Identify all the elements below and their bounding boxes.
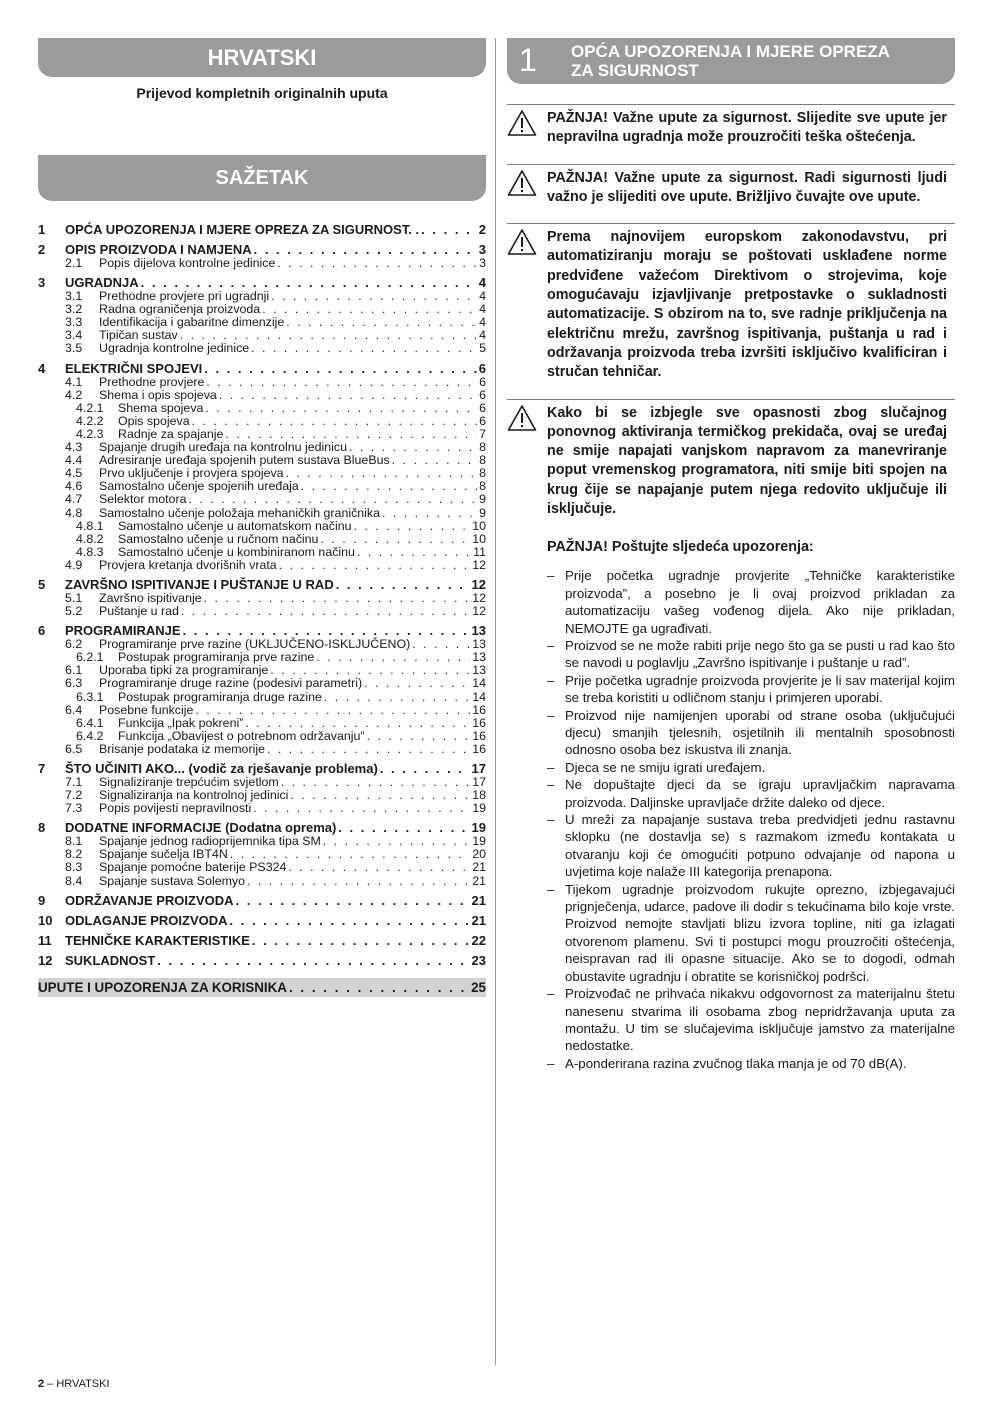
toc-entry[interactable]: 6.4 Posebne funkcije . . . 16 [38,704,486,717]
toc-entry[interactable]: 8.3 Spajanje pomoćne baterije PS324 . . . 21 [38,861,486,874]
section-number: 1 [519,42,537,78]
toc-entry[interactable]: 4 ELEKTRIČNI SPOJEVI . . . 6 [38,362,486,376]
summary-header: SAŽETAK [38,155,486,201]
table-of-contents [38,223,486,968]
warning-text: Prema najnovijem europskom zakonodavstvu, pri automatiziranju moraju se poštovati usklađene norme predviđene važećom Direktivom o strojevima, koje omogućavaju izjavljivanje pretpostavke o sukladnosti automatizacije. S obzirom na to, sve radnje priključenja na električnu mrežu, završnog ispitivanja, puštanja u rad i održavanja proizvoda treba izvršiti isključivo kvalificiran i stručan tehničar. [547,229,947,381]
toc-entry[interactable]: 4.8.1 Samostalno učenje u automatskom načinu . . . 10 [38,520,486,533]
toc-entry[interactable]: 3.3 Identifikacija i gabaritne dimenzije . . . 4 [38,316,486,329]
warning-triangle-icon [507,169,547,208]
toc-entry[interactable]: 6.4.2 Funkcija „Obavijest o potrebnom održavanju” . . . 16 [38,730,486,743]
list-item: – Ne dopuštajte djeci da se igraju upravljačkim napravama proizvoda. Daljinske upravljače držite daleko od djece. [547,777,955,810]
document-subtitle: Prijevod kompletnih originalnih uputa [136,85,388,101]
toc-entry[interactable]: 6.4.1 Funkcija „Ipak pokreni” . . . 16 [38,717,486,730]
language-header: HRVATSKI [38,38,486,77]
toc-entry[interactable]: 8.1 Spajanje jednog radioprijemnika tipa SM . . . 19 [38,835,486,848]
list-item: – Proizvod nije namijenjen uporabi od strane osoba (uključujući djecu) smanjih tjelesnih, osjetilnih ili mentalnih sposobnosti odnosno osoba bez iskustva ili znanja. [547,707,955,758]
toc-entry[interactable]: 9 ODRŽAVANJE PROIZVODA . . . 21 [38,894,486,908]
toc-entry[interactable]: 7.3 Popis povijesti nepravilnosti . . . 19 [38,802,486,815]
warning-block [507,104,955,148]
toc-entry[interactable]: 3.1 Prethodne provjere pri ugradnji . . . 4 [38,290,486,303]
warning-text: PAŽNJA! Važne upute za sigurnost. Slijedite sve upute jer nepravilna ugradnja može prouzročiti teška oštećenja. [547,110,947,146]
toc-entry[interactable]: 7 ŠTO UČINITI AKO... (vodič za rješavanje problema) . . . 17 [38,762,486,776]
toc-entry[interactable]: 4.6 Samostalno učenje spojenih uređaja . . . 8 [38,480,486,493]
toc-entry[interactable]: 4.8.3 Samostalno učenje u kombiniranom načinu . . . 11 [38,546,486,559]
section-title: OPĆA UPOZORENJA I MJERE OPREZA ZA SIGURNOST [571,42,890,80]
toc-entry[interactable]: 10 ODLAGANJE PROIZVODA . . . 21 [38,914,486,928]
toc-user-instructions[interactable]: UPUTE I UPOZORENJA ZA KORISNIKA . . . 25 [38,978,486,997]
toc-entry[interactable]: 6.2 Programiranje prve razine (UKLJUČENO-ISKLJUČENO) . . . 13 [38,638,486,651]
list-item: – Djeca se ne smiju igrati uređajem. [547,759,766,775]
list-bullet: – [547,672,555,688]
warning-block [507,223,955,382]
toc-entry[interactable]: 2 OPIS PROIZVODA I NAMJENA . . . 3 [38,243,486,257]
toc-entry[interactable]: 4.4 Adresiranje uređaja spojenih putem sustava BlueBus . . . 8 [38,454,486,467]
toc-entry[interactable]: 6.1 Uporaba tipki za programiranje . . . 13 [38,664,486,677]
toc-entry[interactable]: 6 PROGRAMIRANJE . . . 13 [38,624,486,638]
list-bullet: – [547,881,555,897]
list-bullet: – [547,777,555,793]
warning-text: PAŽNJA! Važne upute za sigurnost. Radi sigurnosti ljudi važno je slijediti ove upute. Brižljivo čuvajte ove upute. [547,169,947,205]
toc-entry[interactable]: 1 OPĆA UPOZORENJA I MJERE OPREZA ZA SIGURNOST. . . . . 2 [38,223,486,237]
list-bullet: – [547,1055,555,1071]
warning-block [507,399,955,520]
toc-entry[interactable]: 5.2 Puštanje u rad . . . 12 [38,605,486,618]
list-bullet: – [547,707,555,723]
left-column [38,38,486,997]
toc-entry[interactable]: 12 SUKLADNOST . . . 23 [38,954,486,968]
page-footer: 2 – HRVATSKI [38,1378,110,1390]
toc-entry[interactable]: 7.1 Signaliziranje trepćućim svjetlom . . . 17 [38,776,486,789]
list-bullet: – [547,986,555,1002]
list-bullet: – [547,759,555,775]
list-item: – A-ponderirana razina zvučnog tlaka manja je od 70 dB(A). [547,1055,907,1071]
toc-entry[interactable]: 4.9 Provjera kretanja dvorišnih vrata . . . 12 [38,559,486,572]
warning-text: Kako bi se izbjegle sve opasnosti zbog slučajnog ponovnog aktiviranja termičkog prekidača, ovaj se uređaj ne smije napajati vanjskom napravom za manevriranje poput vremenskog programatora, niti smije biti spojen na krug čije se napajanje putem njega redovito uključuje ili isključuje. [547,404,947,518]
notice-heading: PAŽNJA! Poštujte sljedeća upozorenja: [547,539,814,556]
toc-entry[interactable]: 4.3 Spajanje drugih uređaja na kontrolnu jedinicu . . . 8 [38,441,486,454]
list-item: – Proizvođač ne prihvaća nikakvu odgovornost za materijalnu štetu nanesenu stvarima ili osobama zbog nepridržavanja uputa za montažu. U tim se slučajevima isključuje jamstvo za materijalne nedostatke. [547,986,955,1054]
toc-entry[interactable]: 6.3 Programiranje druge razine (podesivi parametri) . . . 14 [38,677,486,690]
toc-entry[interactable]: 5.1 Završno ispitivanje . . . 12 [38,592,486,605]
toc-entry[interactable]: 2.1 Popis dijelova kontrolne jedinice . . . 3 [38,257,486,270]
list-item: – Prije početka ugradnje provjerite „Tehničke karakteristike proizvoda”, a posebno je li ovaj proizvod prikladan za automatizaciju vašeg vođenog dijela. Ako nije prikladan, NEMOJTE ga ugrađivati. [547,568,955,636]
warning-triangle-icon [507,109,547,148]
right-column [507,38,955,1072]
toc-entry[interactable]: 4.7 Selektor motora . . . 9 [38,493,486,506]
toc-entry[interactable]: 3.4 Tipičan sustav . . . 4 [38,329,486,342]
warning-list [507,104,955,519]
toc-entry[interactable]: 8.4 Spajanje sustava Solemyo . . . 21 [38,875,486,888]
toc-entry[interactable]: 4.2.3 Radnje za spajanje . . . 7 [38,428,486,441]
toc-entry[interactable]: 4.2 Shema i opis spojeva . . . 6 [38,389,486,402]
toc-entry[interactable]: 11 TEHNIČKE KARAKTERISTIKE . . . 22 [38,934,486,948]
toc-entry[interactable]: 7.2 Signaliziranja na kontrolnoj jedinici . . . 18 [38,789,486,802]
page-number: 2 [38,1378,45,1390]
warning-triangle-icon [507,228,547,382]
list-item: – Proizvod se ne može rabiti prije nego što ga se pusti u rad kao što se navodi u poglavlju „Završno ispitivanje i puštanje u rad”. [547,637,955,671]
list-bullet: – [547,637,555,653]
toc-entry[interactable]: 4.1 Prethodne provjere . . . 6 [38,376,486,389]
list-item: – Tijekom ugradnje proizvodom rukujte oprezno, izbjegavajući prignječenja, udarce, padove ili dodir s tekućinama bilo koje vrste. Proizvod nemojte stavljati blizu izvora topline, niti ga izlagati otvorenom plamenu. Svi ti postupci mogu prouzročiti oštećenja, neispravan rad ili opasne situacije. Ako se to dogodi, odmah obustavite ugradnju i obratite se korisničkoj podršci. [547,881,955,984]
toc-entry[interactable]: 3.5 Ugradnja kontrolne jedinice . . . 5 [38,342,486,355]
notice-list [547,567,955,1072]
warning-triangle-icon [507,404,547,520]
toc-entry[interactable]: 4.8 Samostalno učenje položaja mehaničkih graničnika . . . 9 [38,507,486,520]
toc-entry[interactable]: 4.2.1 Shema spojeva . . . 6 [38,402,486,415]
list-item: – Prije početka ugradnje proizvoda provjerite je li sav materijal kojim se treba koristiti u odličnom stanju i primjeren uporabi. [547,672,955,706]
toc-entry[interactable]: 8.2 Spajanje sučelja IBT4N . . . 20 [38,848,486,861]
toc-entry[interactable]: 4.8.2 Samostalno učenje u ručnom načinu . . . 10 [38,533,486,546]
footer-language: HRVATSKI [56,1378,110,1390]
toc-entry[interactable]: 6.5 Brisanje podataka iz memorije . . . 16 [38,743,486,756]
list-bullet: – [547,568,555,584]
list-item: – U mreži za napajanje sustava treba predvidjeti jednu rastavnu sklopku (ne dostavlja se) s razmakom između kontakata u otvaranju koji će omogućiti potpuno odvajanje od napona u uvjetima koje nalaže III kategorija prenapona. [547,812,955,880]
toc-entry[interactable]: 6.3.1 Postupak programiranja druge razine . . . 14 [38,691,486,704]
column-divider [495,38,496,1365]
toc-entry[interactable]: 3 UGRADNJA . . . 4 [38,276,486,290]
toc-entry[interactable]: 3.2 Radna ograničenja proizvoda . . . 4 [38,303,486,316]
section-1-header [507,38,955,84]
list-bullet: – [547,812,555,828]
toc-entry[interactable]: 6.2.1 Postupak programiranja prve razine . . . 13 [38,651,486,664]
toc-entry[interactable]: 5 ZAVRŠNO ISPITIVANJE I PUŠTANJE U RAD . . . 12 [38,578,486,592]
warning-block [507,164,955,208]
toc-entry[interactable]: 4.5 Prvo uključenje i provjera spojeva . . . 8 [38,467,486,480]
toc-entry[interactable]: 8 DODATNE INFORMACIJE (Dodatna oprema) . . . 19 [38,821,486,835]
toc-entry[interactable]: 4.2.2 Opis spojeva . . . 6 [38,415,486,428]
